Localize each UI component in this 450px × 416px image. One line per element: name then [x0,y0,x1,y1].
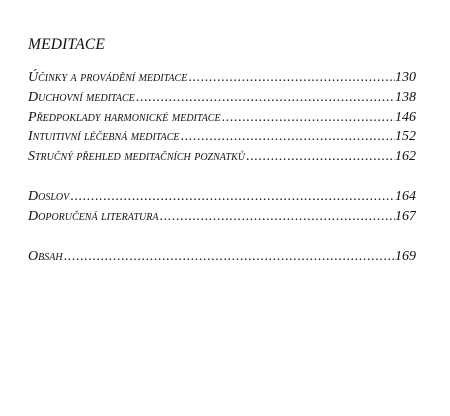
toc-group-back-matter [28,187,416,227]
toc-entry[interactable] [28,88,416,108]
toc-entry-page-number: 167 [395,208,416,224]
toc-entry-label: Obsah [28,249,63,264]
toc-entry[interactable] [28,127,416,147]
toc-entry-page-number: 130 [395,70,416,85]
toc-entry-label: Účinky a provádění meditace [28,70,188,85]
toc-entry-label: Intuitivní léčebná meditace [28,129,180,145]
toc-entry-label: Duchovní meditace [28,89,135,105]
toc-entry-page-number: 152 [395,129,416,145]
dot-leader [158,207,395,227]
toc-entry[interactable] [28,147,416,167]
toc-entry-page-number: 162 [395,149,416,165]
toc-entry-label: Předpoklady harmonické meditace [28,109,221,125]
toc-entry[interactable] [28,68,416,88]
toc-entry[interactable] [28,247,416,267]
toc-entry-page-number: 146 [395,109,416,125]
toc-entry[interactable] [28,108,416,128]
toc-entry-label: Doslov [28,189,70,204]
toc-entry-page-number: 138 [395,89,416,105]
dot-leader [179,127,395,147]
toc-entry-page-number: 164 [395,189,416,204]
dot-leader [245,147,395,167]
toc-entry[interactable] [28,187,416,207]
toc-group-contents [28,247,416,267]
toc-entry-label: Doporučená literatura [28,208,159,224]
dot-leader [69,187,395,207]
toc-entry-page-number: 169 [395,249,416,264]
toc-entry[interactable] [28,207,416,227]
toc-entry-label: Stručný přehled meditačních poznatků [28,149,245,165]
section-title: MEDITACE [28,36,106,53]
dot-leader [187,68,395,88]
dot-leader [63,247,395,267]
dot-leader [221,108,395,128]
toc-group-meditation-chapters [28,68,416,167]
dot-leader [135,88,395,108]
